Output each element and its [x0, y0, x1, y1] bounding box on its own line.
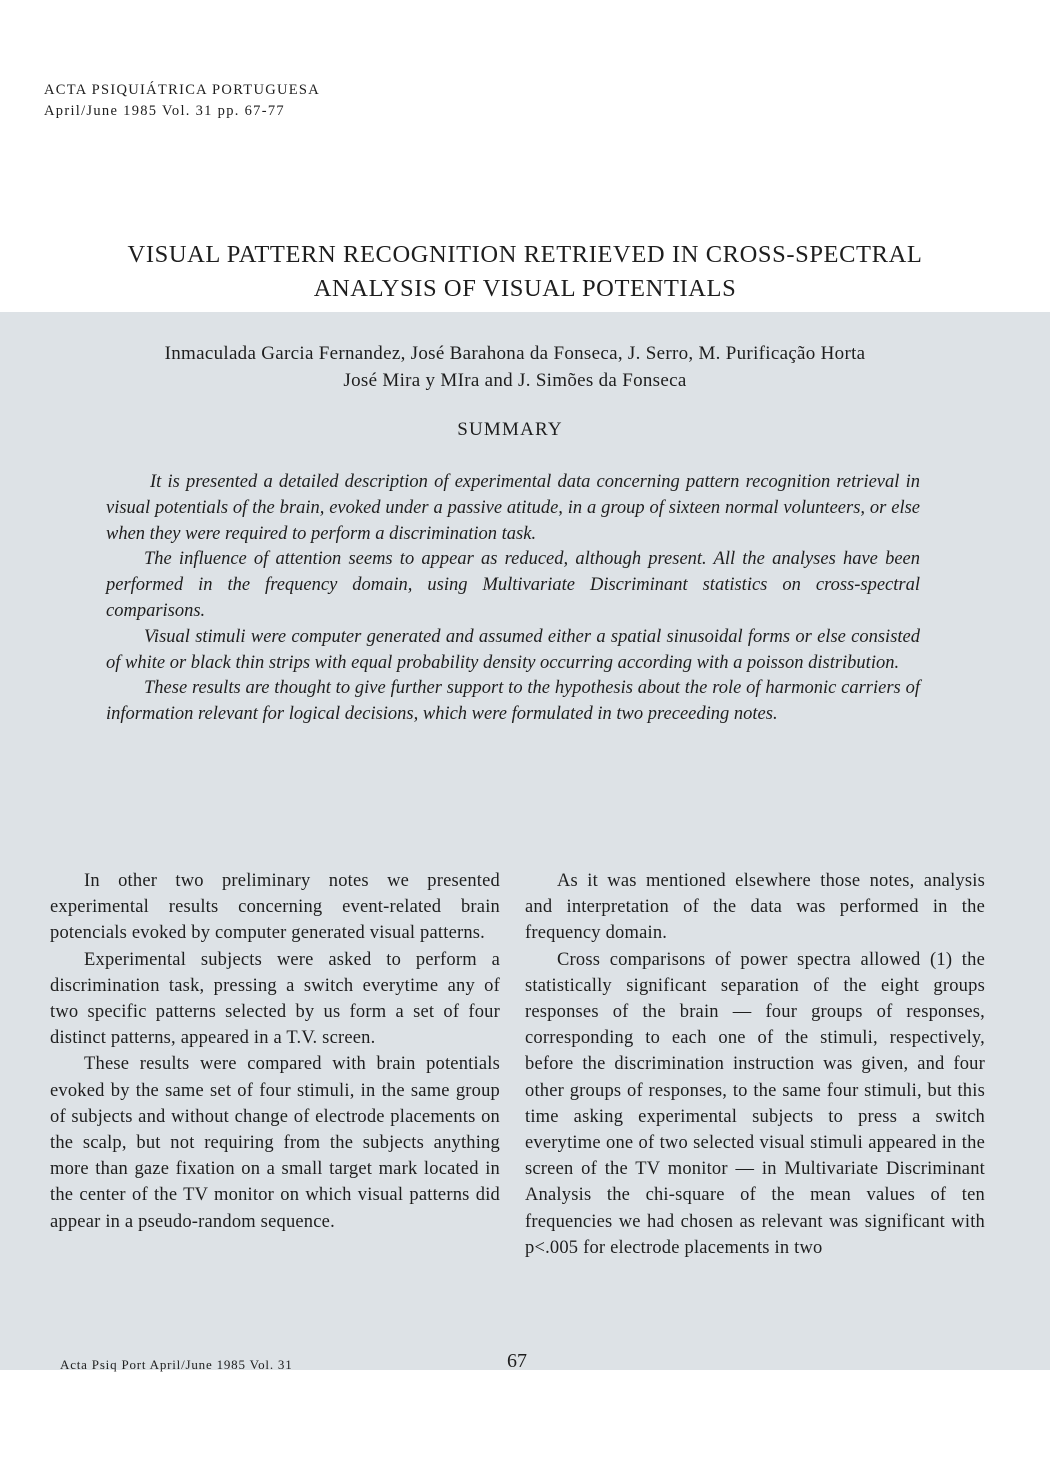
- body-column-left: [50, 868, 500, 1235]
- title-line-2: ANALYSIS OF VISUAL POTENTIALS: [313, 275, 737, 302]
- journal-issue: April/June 1985 Vol. 31 pp. 67-77: [44, 103, 285, 119]
- summary-heading: SUMMARY: [457, 419, 563, 440]
- footer-citation: Acta Psiq Port April/June 1985 Vol. 31: [60, 1357, 293, 1372]
- abstract-paragraph: The influence of attention seems to appear as reduced, although present. All the analyses have been performed in the frequency domain, using Multivariate Discriminant statistics on cross-spectral comparisons.: [106, 549, 920, 621]
- journal-header: [44, 80, 320, 122]
- author-list: [20, 340, 1010, 394]
- body-paragraph: As it was mentioned elsewhere those notes, analysis and interpretation of the data was performed in the frequency domain.: [525, 871, 985, 944]
- article-title: [20, 238, 1030, 306]
- authors-line-2: José Mira y MIra and J. Simões da Fonseca: [343, 370, 687, 391]
- title-line-1: VISUAL PATTERN RECOGNITION RETRIEVED IN CROSS-SPECTRAL: [127, 241, 923, 268]
- body-paragraph: In other two preliminary notes we presented experimental results concerning event-related brain potencials evoked by computer generated visual patterns.: [50, 871, 500, 944]
- body-paragraph: These results were compared with brain potentials evoked by the same set of four stimuli, in the same group of subjects and without change of electrode placements on the scalp, but not requiring from the subjects anything more than gaze fixation on a small target mark located in the center of the TV monitor on which visual patterns did appear in a pseudo-random sequence.: [50, 1054, 500, 1232]
- page-number: 67: [507, 1350, 527, 1372]
- summary-abstract: [106, 470, 920, 728]
- body-column-right: [525, 868, 985, 1261]
- abstract-paragraph: It is presented a detailed description of experimental data concerning pattern recognition retrieval in visual potentials of the brain, evoked under a passive atitude, in a group of sixteen normal volunteers, or else when they were required to perform a discrimination task.: [106, 472, 920, 544]
- body-paragraph: Cross comparisons of power spectra allowed (1) the statistically significant separation of the eight groups responses of the brain — four groups of responses, corresponding to each one of the stimuli, respectively, before the discrimination instruction was given, and four other groups of responses, to the same four stimuli, but this time asking experimental subjects to press a switch everytime one of two selected visual stimuli appeared in the screen of the TV monitor — in Multivariate Discriminant Analysis the chi-square of the mean values of ten frequencies we had chosen as relevant was significant with p<.005 for electrode placements in two: [525, 949, 985, 1258]
- abstract-paragraph: Visual stimuli were computer generated and assumed either a spatial sinusoidal forms or else consisted of white or black thin strips with equal probability density occurring according with a poisson distribution.: [106, 626, 920, 673]
- authors-line-1: Inmaculada Garcia Fernandez, José Barahona da Fonseca, J. Serro, M. Purificação Horta: [164, 343, 866, 364]
- abstract-paragraph: These results are thought to give further support to the hypothesis about the role of harmonic carriers of information relevant for logical decisions, which were formulated in two preceeding notes.: [106, 678, 920, 725]
- journal-name: ACTA PSIQUIÁTRICA PORTUGUESA: [44, 82, 321, 98]
- body-paragraph: Experimental subjects were asked to perform a discrimination task, pressing a switch everytime any of two specific patterns selected by us form a set of four distinct patterns, appeared in a T.V. screen.: [50, 949, 500, 1049]
